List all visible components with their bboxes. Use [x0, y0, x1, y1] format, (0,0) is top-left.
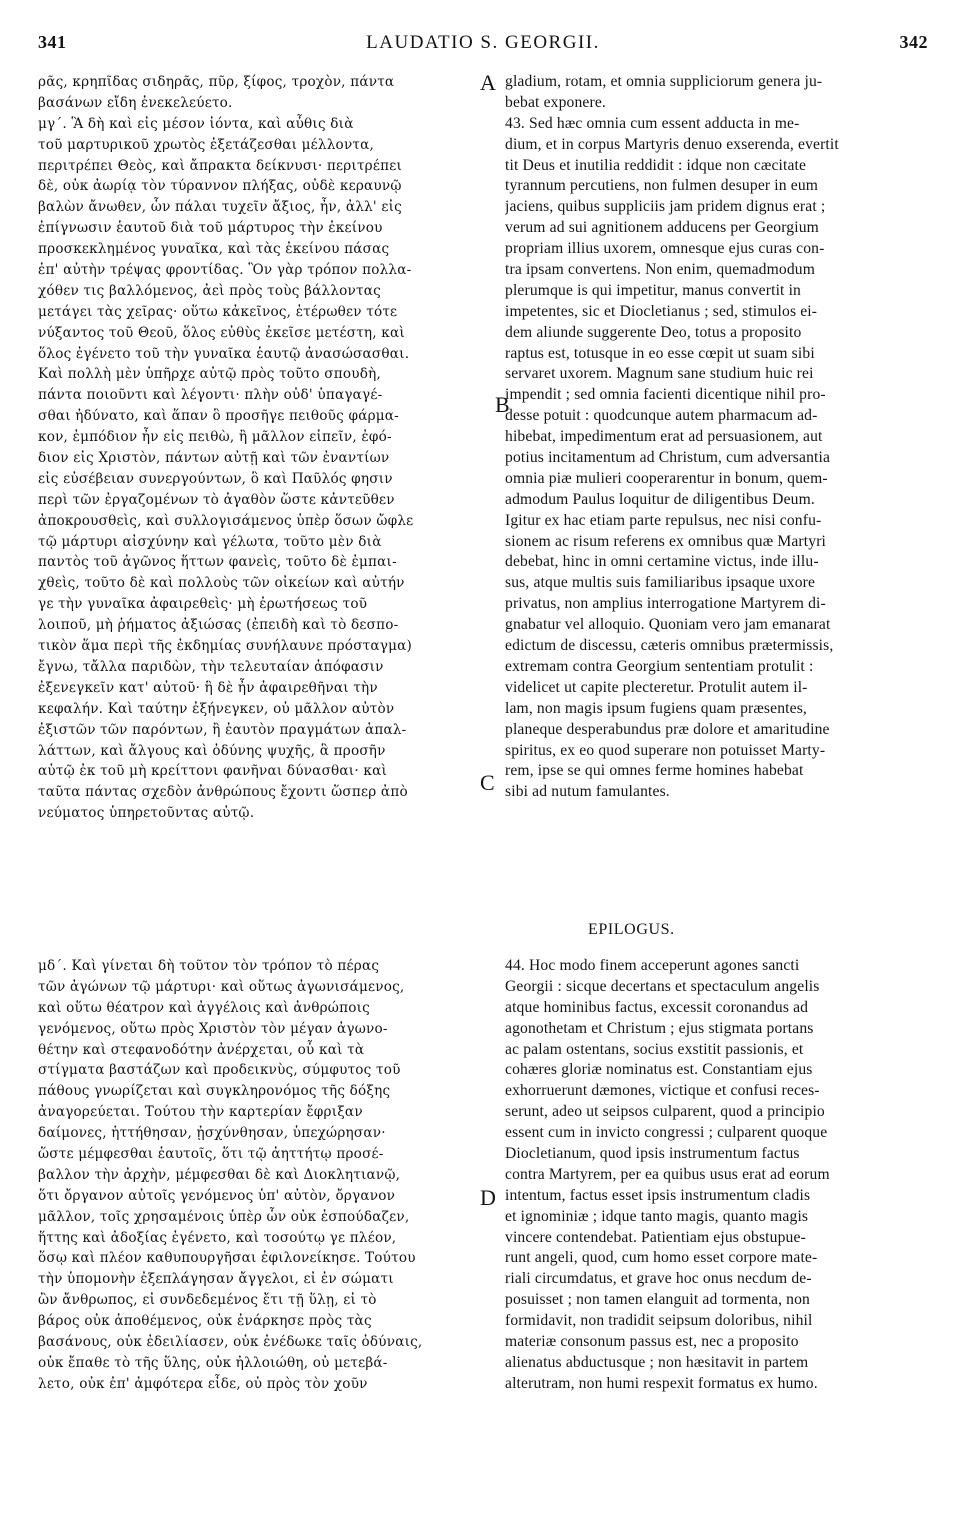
text-line: atque hominibus factus, excessit coronandus ad — [505, 998, 809, 1016]
text-line: propriam illius uxorem, omnesque ejus curas con- — [505, 240, 825, 258]
text-line: νύξαντος τοῦ Θεοῦ, ὅλος εὐθὺς ἐκεῖσε μετέστη, καὶ — [38, 324, 405, 341]
text-line: νεύματος ὑπηρετοῦντας αὐτῷ. — [38, 805, 255, 822]
text-line: agonothetam et Christum ; ejus stigmata portans — [505, 1019, 814, 1037]
latin-column-bottom — [505, 956, 935, 1395]
text-line: posuisset ; non tamen elanguit ad tormenta, non — [505, 1291, 811, 1309]
margin-marker-a: A — [480, 70, 496, 95]
text-line: γε τὴν γυναῖκα ἀφαιρεθεὶς· μὴ ἐρωτήσεως τοῦ — [38, 596, 368, 613]
text-line: ἐπ' αὐτὴν τρέψας φροντίδας. Ὃν γὰρ τρόπον πολλα- — [38, 262, 412, 279]
text-line: bebat exponere. — [505, 93, 606, 111]
text-line: servaret uxorem. Magnum sane studium huic rei — [505, 365, 814, 383]
text-line: ὥστε μέμφεσθαι ἑαυτοῖς, ὅτι τῷ ἀηττήτῳ προσέ- — [38, 1146, 384, 1163]
text-line: planeque desperabundus præ dolore et amaritudine — [505, 720, 830, 738]
text-line: παντὸς τοῦ ἀγῶνος ἥττων φανεὶς, τοῦτο δὲ ἐμπαι- — [38, 554, 397, 571]
text-line: edictum de discessu, cæteris omnibus prætermissis, — [505, 637, 834, 655]
text-line: raptus est, totusque in eo esse cœpit ut suam sibi — [505, 344, 815, 362]
margin-marker-d: D — [480, 1185, 496, 1210]
text-line: τῷ μάρτυρι αἰσχύνην καὶ γέλωτα, τοῦτο μὲν διὰ — [38, 533, 382, 550]
text-line: impendit ; sed omnia facienti dicentique nihil pro- — [505, 386, 826, 404]
page-number-left: 341 — [38, 32, 67, 52]
text-line: ὅτι ὄργανον αὐτοῖς γενόμενος ὑπ' αὐτὸν, ὄργανον — [38, 1187, 396, 1204]
text-line: ἀποκρουσθεὶς, καὶ συλλογισάμενος ὑπὲρ ὅσων ὤφλε — [38, 512, 414, 529]
greek-column-bottom — [38, 956, 490, 1395]
text-line: θέτην καὶ στεφανοδότην ἀνέρχεται, οὗ καὶ τὰ — [38, 1041, 365, 1058]
text-line: τοῦ μαρτυρικοῦ χρωτὸς ἐξετάζεσθαι μέλλοντα, — [38, 136, 375, 153]
text-line: extremam contra Georgium sententiam protulit : — [505, 657, 814, 675]
text-line: σθαι ἠδύνατο, καὶ ἅπαν ὃ προσῆγε πειθοῦς φάρμα- — [38, 408, 399, 425]
text-line: dium, et in corpus Martyris denuo exserenda, evertit — [505, 135, 839, 153]
text-line: gladium, rotam, et omnia suppliciorum genera ju- — [505, 73, 823, 90]
text-line: potius incitamentum ad Christum, cum adversantia — [505, 449, 831, 467]
text-line: τῶν ἀγώνων τῷ μάρτυρι· καὶ οὕτως ἀγωνισάμενος, — [38, 978, 405, 995]
text-line: ἀναγορεύεται. Τούτου τὴν καρτερίαν ἔφριξαν — [38, 1104, 363, 1121]
text-line: jaciens, quibus suppliciis jam pridem dignus erat ; — [505, 198, 826, 216]
text-line: Diocletianum, quod ipsis instrumentum factus — [505, 1145, 800, 1163]
text-line: 43. Sed hæc omnia cum essent adducta in me- — [505, 114, 800, 132]
page-number-right: 342 — [899, 32, 928, 52]
text-line: περὶ τῶν ἐργαζομένων τὸ ἀγαθὸν ὥστε κἀντεῦθεν — [38, 491, 395, 508]
text-line: μδ΄. Καὶ γίνεται δὴ τοῦτον τὸν τρόπον τὸ πέρας — [38, 958, 380, 974]
text-line: οὐκ ἔπαθε τὸ τῆς ὕλης, οὐκ ἠλλοιώθη, οὐ μετεβά- — [38, 1354, 388, 1371]
text-line: lam, non magis ipsum fugiens quam præsentes, — [505, 699, 807, 717]
text-line: tit Deus et inutilia reddidit : idque non cæcitate — [505, 156, 807, 174]
text-line: στίγματα βαστάζων καὶ προδεικνὺς, σύμφυτος τοῦ — [38, 1062, 401, 1079]
text-line: μγ΄. Ἃ δὴ καὶ εἰς μέσον ἰόντα, καὶ αὖθις διὰ — [38, 115, 354, 132]
text-line: et ignominiæ ; idque tanto magis, quanto magis — [505, 1207, 809, 1225]
text-line: πάθους γνωρίζεται καὶ συγκληρονόμος τῆς δόξης — [38, 1083, 391, 1100]
text-line: μᾶλλον, τοῖς χρησαμένοις ὑπὲρ ὧν οὐκ ἐσπούδαζεν, — [38, 1208, 410, 1225]
text-line: vincere contendebat. Patientiam ejus obstupue- — [505, 1228, 806, 1246]
text-line: Igitur ex hac etiam parte repulsus, nec nisi confu- — [505, 511, 822, 529]
text-line: riali circumdatus, et grave hoc onus necdum de- — [505, 1270, 812, 1288]
text-line: προσκεκλημένος γυναῖκα, καὶ τὰς ἐκείνου πάσας — [38, 241, 390, 258]
text-line: πάντα ποιοῦντι καὶ λέγοντι· πλὴν οὐδ' ὑπαγαγέ- — [38, 387, 383, 404]
text-line: τὴν ὑπομονὴν ἐξεπλάγησαν ἄγγελοι, εἰ ἐν σώματι — [38, 1271, 394, 1288]
text-line: αὐτῷ ἐκ τοῦ μὴ κρείττονι φανῆναι δύνασθαι· καὶ — [38, 763, 387, 780]
text-line: δὲ, οὐκ ἀωρίᾳ τὸν τύραννον πλήξας, οὐδὲ κεραυνῷ — [38, 178, 402, 195]
text-line: intentum, factus esset ipsis instrumentum cladis — [505, 1186, 811, 1204]
text-line: μετάγει τὰς χεῖρας· οὕτω κἀκεῖνος, ἑτέρωθεν τότε — [38, 303, 398, 320]
text-line: sus, atque multis suis familiaribus ipsaque uxore — [505, 574, 816, 592]
text-line: verum ad sui agnitionem adducens per Georgium — [505, 219, 819, 237]
text-line: sionem ac risum referens ex omnibus quæ Martyri — [505, 532, 827, 550]
text-line: βάρος οὐκ ἀποθέμενος, οὐκ ἐνάρκησε πρὸς τὰς — [38, 1313, 372, 1330]
text-line: ὢν ἄνθρωπος, εἰ συνδεδεμένος ἔτι τῇ ὕλῃ, εἰ τὸ — [38, 1292, 377, 1309]
text-line: videlicet ut capite plecteretur. Protulit autem il- — [505, 678, 808, 696]
text-line: contra Martyrem, per ea quibus usus erat ad eorum — [505, 1165, 830, 1183]
text-line: cohæres gloriæ nominatus est. Constantiam ejus — [505, 1061, 813, 1079]
text-line: rem, ipse se qui omnes ferme homines habebat — [505, 762, 804, 780]
text-line: ἐπίγνωσιν ἑαυτοῦ διὰ τοῦ μάρτυρος τὴν ἐκείνου — [38, 220, 383, 237]
text-line: λάττων, καὶ ἄλγους καὶ ὀδύνης ψυχῆς, ἃ προσῆν — [38, 742, 386, 759]
text-line: Georgii : sicque decertans et spectaculum angelis — [505, 977, 820, 995]
text-line: χθεὶς, τοῦτο δὲ καὶ πολλοὺς τῶν οἰκείων καὶ αὐτήν — [38, 575, 405, 592]
margin-marker-b: B — [495, 392, 510, 417]
text-line: κον, ἐμπόδιον ἦν εἰς πειθὼ, ἢ μᾶλλον εἰπεῖν, ἐφό- — [38, 429, 392, 446]
text-line: ἥττης καὶ ἀδοξίας ἐγένετο, καὶ τοσούτῳ γε πλέον, — [38, 1229, 397, 1246]
text-line: εἰς εὐσέβειαν συνεργούντων, ὃ καὶ Παῦλός φησιν — [38, 470, 393, 487]
text-line: Καὶ πολλὴ μὲν ὑπῆρχε αὐτῷ πρὸς τοῦτο σπουδὴ, — [38, 366, 381, 383]
text-line: formidavit, non tradidit seipsum doloribus, nihil — [505, 1312, 813, 1330]
running-title: LAUDATIO S. GEORGII. — [366, 32, 600, 53]
text-line: ἐξιστῶν τῶν παρόντων, ἢ ἑαυτὸν πραγμάτων ἀπαλ- — [38, 721, 407, 738]
section-heading-epilogus: EPILOGUS. — [588, 921, 675, 938]
text-line: omnia piæ mulieri cooperarentur in bonum, quem- — [505, 469, 828, 487]
text-line: gnabatur vel alloquio. Quoniam vero jam emanarat — [505, 616, 831, 634]
text-line: alienatus abductusque ; non hæsitavit in partem — [505, 1353, 809, 1371]
text-line: ὅσῳ καὶ πλέον καθυπουργῆσαι ἐφιλονείκησε. Τούτου — [38, 1250, 416, 1267]
text-line: sibi ad nutum famulantes. — [505, 783, 670, 801]
text-line: alterutram, non humi respexit formatus ex humo. — [505, 1374, 818, 1392]
text-line: materiæ consonum passus est, nec a proposito — [505, 1333, 799, 1351]
text-line: dem aliunde suggerente Deo, totus a proposito — [505, 323, 802, 341]
text-line: βαλὼν ἄνωθεν, ὧν πάλαι τυχεῖν ἄξιος, ἦν, ἀλλ' εἰς — [38, 199, 402, 216]
text-line: privatus, non amplius interrogatione Martyrem di- — [505, 595, 826, 613]
text-line: tra ipsam convertens. Non enim, quemadmodum — [505, 261, 816, 279]
text-line: κεφαλήν. Καὶ ταύτην ἐξήνεγκεν, οὐ μᾶλλον αὐτὸν — [38, 700, 395, 717]
text-line: βασάνους, οὐκ ἐδειλίασεν, οὐκ ἐνέδωκε ταῖς ὀδύναις, — [38, 1334, 423, 1351]
text-line: hibebat, impedimentum erat ad persuasionem, aut — [505, 428, 823, 446]
text-line: ταῦτα πάντας σχεδὸν ἀνθρώπους ἔχοντι ὥσπερ ἀπὸ — [38, 784, 408, 801]
text-line: admodum Paulus loquitur de diligentibus Deum. — [505, 490, 815, 508]
text-line: τικὸν ἅμα περὶ τῆς ἐκδημίας συνήλαυνε πρόσταγμα) — [38, 638, 413, 655]
text-line: ὅλος ἐγένετο τοῦ τὴν γυναῖκα ἑαυτῷ ἀνασώσασθαι. — [38, 345, 410, 362]
text-line: runt angeli, quod, cum homo esset corpore mate- — [505, 1249, 818, 1267]
text-line: βαλλον τὴν ἀρχὴν, μέμφεσθαι δὲ καὶ Διοκλητιανῷ, — [38, 1166, 401, 1183]
margin-marker-c: C — [480, 770, 495, 795]
text-line: essent cum in invicto congressi ; culparent quoque — [505, 1124, 828, 1142]
text-line: spiritus, ex eo quod superare non potuisset Marty- — [505, 741, 826, 759]
text-line: tyrannum percutiens, non fulmen desuper in eum — [505, 177, 819, 195]
greek-column-top — [38, 72, 490, 824]
text-line: ἐξενεγκεῖν κατ' αὐτοῦ· ἣ δὲ ἦν ἀφαιρεθῆναι τὴν — [38, 679, 378, 696]
text-line: ac palam ostentans, socius exstitit passionis, et — [505, 1040, 804, 1058]
page-header — [28, 32, 938, 56]
text-line: serunt, adeo ut seipsos culparent, quod a principio — [505, 1103, 825, 1121]
text-line: ρᾶς, κρηπῖδας σιδηρᾶς, πῦρ, ξίφος, τροχὸν, πάντα — [38, 74, 395, 90]
text-line: λετο, οὐκ ἐπ' ἀμφότερα εἶδε, οὐ πρὸς τὸν χοῦν — [38, 1375, 368, 1392]
text-line: exhorruerunt dæmones, victique et confusi reces- — [505, 1082, 820, 1100]
text-line: βασάνων εἴδη ἐνεκελεύετο. — [38, 94, 233, 111]
text-line: περιτρέπει Θεὸς, καὶ ἄπρακτα δείκνυσι· περιτρέπει — [38, 157, 403, 174]
latin-column-top — [505, 72, 935, 803]
text-line: λοιποῦ, μὴ ῥήματος ἀξιώσας (ἐπειδὴ καὶ τὸ δεσπο- — [38, 617, 399, 634]
text-line: δαίμονες, ἡττήθησαν, ᾐσχύνθησαν, ὑπεχώρησαν· — [38, 1125, 386, 1142]
text-line: desse potuit : quodcunque autem pharmacum ad- — [505, 407, 818, 425]
text-line: 44. Hoc modo finem acceperunt agones sancti — [505, 957, 800, 974]
text-line: debebat, hinc in omni certamine victus, inde illu- — [505, 553, 819, 571]
text-line: plerumque is qui impetitur, manus convertit in — [505, 281, 802, 299]
text-line: χόθεν τις βαλλόμενος, ἀεὶ πρὸς τοὺς βάλλοντας — [38, 282, 381, 299]
text-line: γενόμενος, οὕτω πρὸς Χριστὸν τὸν μέγαν ἀγωνο- — [38, 1020, 388, 1037]
text-line: impetentes, sic et Diocletianus ; sed, stimulos ei- — [505, 302, 818, 320]
text-line: ἔγνω, τἄλλα παριδὼν, τὴν τελευταίαν ἀπόφασιν — [38, 658, 384, 675]
text-line: διον εἰς Χριστὸν, πάντων αὐτῇ καὶ τῶν ἐναντίων — [38, 450, 390, 467]
text-line: καὶ οὕτω θέατρον καὶ ἀγγέλοις καὶ ἀνθρώποις — [38, 999, 370, 1016]
